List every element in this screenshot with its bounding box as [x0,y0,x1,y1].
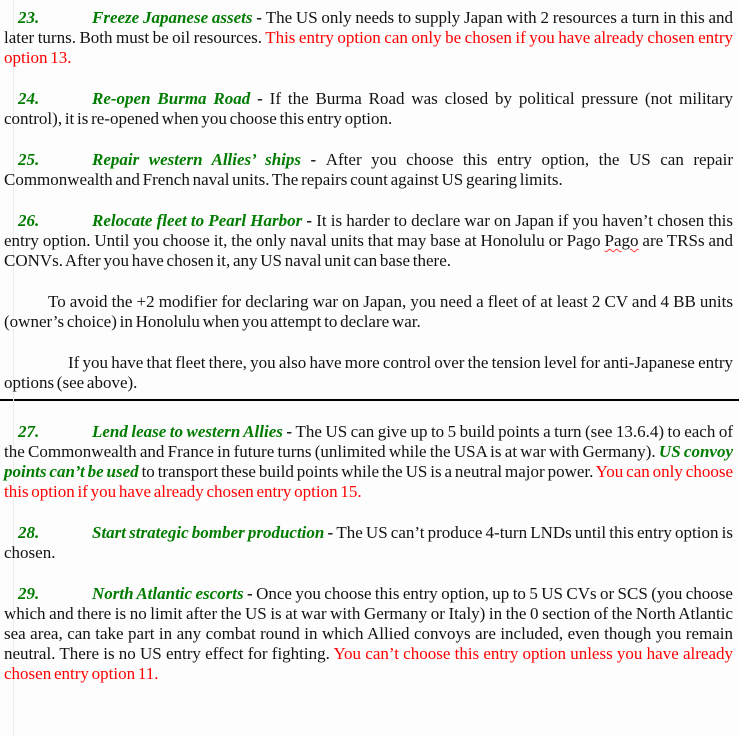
entry-number: 26. [18,211,40,230]
entry-number: 23. [18,8,40,27]
entry-body: The US only needs to supply Japan with 2 resources a turn in this and later turns. Both must be oil resources. [4,8,733,47]
entry-number: 27. [18,422,40,441]
entry-title: North Atlantic escorts [92,584,244,603]
entry-24 [4,89,733,129]
entry-29 [4,584,733,684]
paragraph-text: If you have that fleet there, you also have more control over the tension level for anti-Japanese entry options (see above). [4,353,733,392]
entry-number: 24. [18,89,40,108]
entry-25 [4,150,733,190]
warning-text: This entry option can only be chosen if you have already chosen entry option 13. [4,28,733,67]
entry-body: It is harder to declare war on Japan if you haven’t chosen this entry option. Until you choose it, the only naval units that may base at Honolulu or Pago [4,211,733,250]
entry-body: After you choose this entry option, the US can repair Commonwealth and French naval units. The repairs count against US gearing limits. [4,150,733,189]
entry-dash: - [252,8,266,27]
entry-number: 28. [18,523,40,542]
entry-body: are TRSs and CONVs. After you have chosen it, any US naval unit can base there. [4,231,733,270]
entry-28 [4,523,733,563]
entry-title: Lend lease to western Allies [92,422,283,441]
entry-dash: - [282,422,296,441]
entry-title: Repair western Allies’ ships [92,150,301,169]
entry-number: 25. [18,150,40,169]
entry-number: 29. [18,584,40,603]
entry-dash: - [301,150,326,169]
warning-text: You can’t choose this entry option unless you have already chosen entry option 11. [4,644,733,683]
entry-title: Relocate fleet to Pearl Harbor [92,211,303,230]
spellcheck-underlined-word: Pago [604,231,639,250]
entry-body: The US can give up to 5 build points a turn (see 13.6.4) to each of the Commonwealth and France in future turns (unlimited while the USA is at war with Germany). [4,422,733,461]
entry-23 [4,8,733,68]
entry-26-paragraph-modifier [4,292,733,332]
entry-title: Start strategic bomber production [92,523,325,542]
entry-body: to transport these build points while the US is a neutral major power. [138,462,596,481]
entry-title: Re-open Burma Road [92,89,251,108]
entry-body: The US can’t produce 4-turn LNDs until this entry option is chosen. [4,523,733,562]
entry-dash: - [250,89,270,108]
entry-body: Once you choose this entry option, up to 5 US CVs or SCS (you choose which and there is no limit after the US is at war with Germany or Italy) in the 0 section of the North Atlantic sea area, can take part in any combat round in which Allied convoys are included, even though you remain neutral. There is no US entry effect for fighting. [4,584,733,663]
paragraph-text: To avoid the +2 modifier for declaring war on Japan, you need a fleet of at least 2 CV and 4 BB units (owner’s choice) in Honolulu when you attempt to declare war. [4,292,733,331]
entry-body: If the Burma Road was closed by political pressure (not military control), it is re-opened when you choose this entry option. [4,89,733,128]
entry-dash: - [302,211,317,230]
entry-emphasis: US convoy points can’t be used [4,442,733,481]
entry-26-paragraph-fleet [4,353,733,393]
entry-27 [4,422,733,502]
horizontal-divider [0,399,739,401]
warning-text: You can only choose this option if you have already chosen entry option 15. [4,462,733,501]
entry-dash: - [324,523,337,542]
entry-26 [4,211,733,271]
entry-dash: - [243,584,257,603]
entry-title: Freeze Japanese assets [92,8,253,27]
